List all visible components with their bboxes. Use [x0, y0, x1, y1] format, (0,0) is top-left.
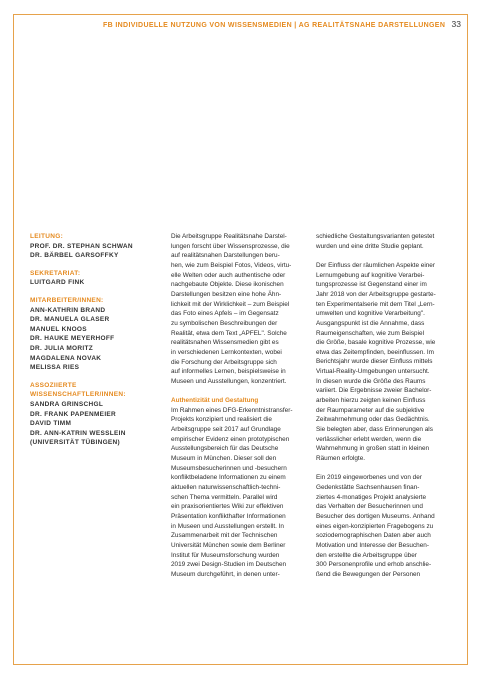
text-line: Museum durchgeführt, in denen unter-: [171, 570, 280, 578]
text-line: schiedliche Gestaltungsvarianten getestet: [316, 233, 435, 240]
staff-name: MANUEL KNOOS: [30, 325, 87, 333]
text-line: empirischer Evidenz einen prototypischen: [171, 435, 290, 443]
body-paragraph: [171, 406, 308, 580]
text-line: Museum in München. Dieser soll den: [171, 455, 277, 463]
text-line: Projekts konzipiert und realisiert die: [171, 416, 272, 424]
text-line: ziertes 4-monatiges Projekt analysierte: [316, 493, 427, 501]
text-line: Zeitwahrnehmung oder das Gedächtnis.: [316, 416, 430, 424]
text-line: Jahr 2018 von der Arbeitsgruppe gestarte-: [316, 290, 436, 298]
staff-name: DR. FRANK PAPENMEIER: [30, 410, 117, 418]
text-line: nachgebaute Objekte. Diese ikonischen: [171, 281, 284, 289]
text-line: tungsprozesse ist Gegenstand einer im: [316, 281, 427, 289]
staff-name: DR. BÄRBEL GARSOFFKY: [30, 252, 119, 260]
staff-name: DR. HAUKE MEYERHOFF: [30, 335, 115, 343]
body-paragraph: [316, 473, 453, 579]
text-line: lungen forscht über Wissensprozesse, die: [171, 242, 290, 250]
text-line: Die Arbeitsgruppe Realitätsnahe Darstel-: [171, 233, 287, 240]
text-line: Museumsbesucherinnen und -besuchern: [171, 464, 287, 472]
text-line: 2019 zwei Design-Studien im Deutschen: [171, 561, 287, 569]
text-line: Universität München sowie dem Berliner: [171, 541, 286, 549]
staff-name: PROF. DR. STEPHAN SCHWAN: [30, 242, 133, 250]
header-title: FB INDIVIDUELLE NUTZUNG VON WISSENSMEDIEN | AG REALITÄTSNAHE DARSTELLUNGEN: [103, 22, 446, 29]
text-line: den erstellte die Arbeitsgruppe über: [316, 551, 417, 559]
text-line: Gedenkstätte Sachsenhausen finan-: [316, 483, 420, 491]
text-line: 300 Personenprofile und erhob anschlie-: [316, 561, 432, 569]
text-line: aktuellen naturwissenschaftlich-techni-: [171, 484, 281, 491]
staff-name: DR. MANUELA GLASER: [30, 316, 110, 324]
leitung-section: [30, 232, 156, 261]
text-line: Arbeitsgruppe seit 2017 auf Grundlage: [171, 426, 281, 434]
staff-name: MAGDALENA NOVAK: [30, 354, 102, 362]
text-line: Ausgangspunkt ist die Annahme, dass: [316, 319, 425, 327]
text-line: die Forschung der Arbeitsgruppe sich: [171, 358, 277, 366]
text-line: auf informelles Lernen, beispielsweise in: [171, 368, 286, 376]
text-line: elle Welten oder auch authentische oder: [171, 271, 286, 279]
text-line: in Museen und Ausstellungen erstellt. In: [171, 522, 284, 530]
text-line: das Foto eines Apfels – im Gegensatz: [171, 310, 279, 318]
text-line: auf realitätsnahen Darstellungen beru-: [171, 252, 280, 260]
staff-name: DAVID TIMM: [30, 420, 72, 428]
text-line: variiert. Die Ergebnisse zweier Bachelor-: [316, 387, 432, 395]
staff-affiliation: (UNIVERSITÄT TÜBINGEN): [30, 439, 121, 447]
mitarbeiter-section: [30, 296, 156, 373]
sekretariat-title: SEKRETARIAT:: [30, 269, 81, 277]
text-line: Lernumgebung auf kognitive Verarbei-: [316, 271, 425, 279]
text-line: wurden und eine dritte Studie geplant.: [316, 242, 424, 250]
text-line: Besucher des dortigen Museums. Anhand: [316, 512, 435, 520]
text-line: lichkeit mit der Wirklichkeit – zum Beispiel: [171, 300, 290, 308]
text-line: schen Thema vermitteln. Parallel wird: [171, 493, 278, 501]
text-line: in verschiedenen Lernkontexten, wobei: [171, 348, 282, 356]
body-paragraph: [316, 261, 453, 464]
staff-name: DR. ANN-KATRIN WESSLEIN: [30, 429, 126, 437]
text-line: umwelten und kognitive Verarbeitung".: [316, 310, 425, 318]
text-line: Motivation und Interesse der Besuchen-: [316, 541, 429, 549]
staff-name: MELISSA RIES: [30, 364, 80, 372]
text-line: Der Einfluss der räumlichen Aspekte einer: [316, 261, 435, 269]
text-line: Wahrnehmung in großen statt in kleinen: [316, 445, 430, 453]
staff-name: DR. JULIA MORITZ: [30, 344, 94, 352]
assoziierte-title: ASSOZIIERTE: [30, 381, 77, 389]
text-line: realitätsnahen Wissensmedien gibt es: [171, 339, 279, 347]
text-line: Berichtsjahr wurde dieser Einfluss mittels: [316, 358, 433, 366]
text-line: Institut für Museumsforschung wurden: [171, 551, 280, 559]
text-line: arbeiten hierzu zeigten keinen Einfluss: [316, 397, 426, 405]
text-line: Darstellungen besitzen eine hohe Ähn-: [171, 290, 282, 298]
text-line: Raumeigenschaften, wie zum Beispiel: [316, 329, 424, 337]
text-line: ßend die Bewegungen der Personen: [316, 570, 421, 578]
text-line: eines eigen-konzipierten Fragebogens zu: [316, 522, 434, 530]
text-line: In diesen wurde die Größe des Raums: [316, 377, 426, 385]
assoziierte-title: WISSENSCHAFTLER/INNEN:: [30, 391, 126, 399]
body-column-3: [316, 232, 453, 589]
body-column-2: [171, 232, 308, 589]
staff-name: LUITGARD FINK: [30, 279, 85, 287]
mitarbeiter-title: MITARBEITER/INNEN:: [30, 296, 104, 304]
text-line: Präsentation konflikthafter Informationen: [171, 512, 286, 520]
text-line: zu symbolischen Beschreibungen der: [171, 319, 278, 327]
text-line: hen, wie zum Beispiel Fotos, Videos, virtu-: [171, 261, 292, 269]
text-line: konfliktbeladene Informationen zu einem: [171, 474, 286, 482]
text-line: das Verhalten der Besucherinnen und: [316, 503, 423, 511]
text-line: die Größe, basale kognitive Prozesse, wie: [316, 339, 436, 347]
text-line: Räumen erfolgte.: [316, 455, 366, 463]
section-subheading: Authentizität und Gestaltung: [171, 397, 259, 405]
intro-paragraph: [171, 232, 308, 387]
staff-name: ANN-KATHRIN BRAND: [30, 306, 106, 314]
text-line: ein praxisorientiertes Wiki zur effektiven: [171, 503, 284, 511]
staff-sidebar: [30, 232, 156, 456]
text-line: Sie belegten aber, dass Erinnerungen als: [316, 426, 433, 434]
text-line: Im Rahmen eines DFG-Erkenntnistransfer-: [171, 406, 293, 414]
text-line: Realität, etwa dem Text „APFEL". Solche: [171, 329, 287, 337]
sekretariat-section: [30, 269, 156, 288]
text-line: Museen und Ausstellungen, konzentriert.: [171, 377, 287, 385]
text-line: Virtual-Reality-Umgebungen untersucht.: [316, 368, 430, 376]
page-number: 33: [451, 19, 461, 29]
text-line: Ein 2019 eingeworbenes und von der: [316, 474, 422, 482]
assoziierte-section: [30, 381, 156, 448]
text-line: Ausstellungsbereich für das Deutsche: [171, 445, 279, 453]
leitung-title: LEITUNG:: [30, 233, 64, 240]
continued-paragraph: [316, 232, 453, 251]
text-line: der Raumparameter auf die subjektive: [316, 406, 425, 414]
text-line: ten Experimentalserie mit dem Titel „Lern-: [316, 300, 435, 308]
text-line: Zusammenarbeit mit der Technischen: [171, 532, 278, 540]
running-header: [103, 19, 461, 29]
text-line: etwa das Zeitempfinden, beeinflussen. Im: [316, 348, 434, 356]
text-line: soziodemographischen Daten aber auch: [316, 532, 431, 540]
staff-name: SANDRA GRINSCHGL: [30, 400, 104, 408]
text-line: verlässlicher erlebt werden, wenn die: [316, 435, 422, 443]
